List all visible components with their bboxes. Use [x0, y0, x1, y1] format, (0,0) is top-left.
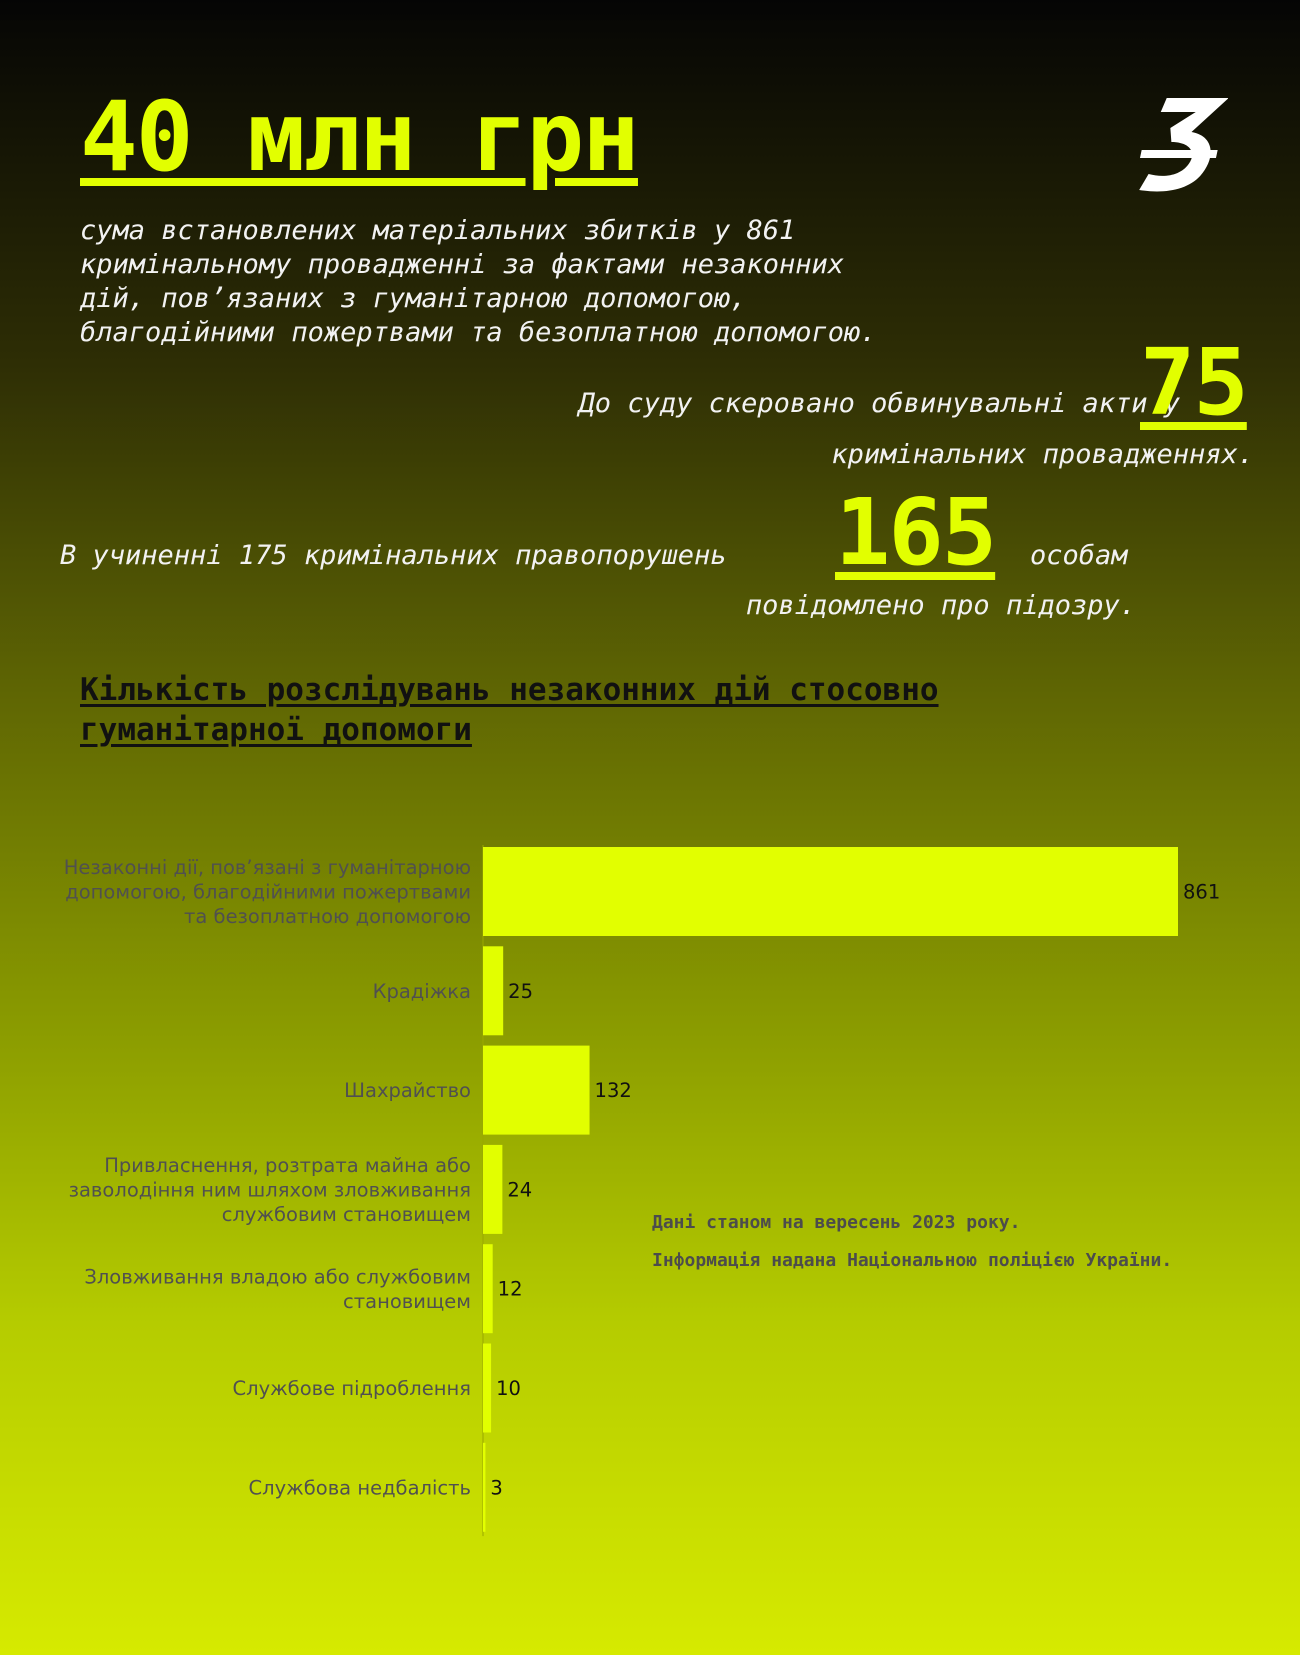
- bar: [483, 847, 1178, 936]
- value-label: 861: [1183, 880, 1221, 904]
- suspects-text-before: В учиненні 175 кримінальних правопорушень: [60, 540, 727, 571]
- category-label: Службова недбалість: [248, 1476, 471, 1500]
- chart-note-date: Дані станом на вересень 2023 року.: [652, 1212, 1021, 1233]
- value-label: 10: [496, 1377, 521, 1400]
- category-label: Зловживання владою або службовим становищем: [84, 1265, 471, 1313]
- suspects-text-after: повідомлено про підозру.: [745, 590, 1136, 621]
- value-label: 3: [490, 1476, 503, 1500]
- suspects-text-mid: особам: [1030, 540, 1128, 571]
- bar: [483, 1443, 485, 1532]
- value-label: 24: [507, 1178, 533, 1202]
- chart-note-source: Інформація надана Національною поліцією України.: [652, 1250, 1173, 1271]
- court-count: 75: [1140, 329, 1247, 436]
- bar: [483, 1244, 493, 1333]
- value-label: 12: [497, 1277, 523, 1301]
- court-text-before: До суду скеровано обвинувальні акти у: [578, 388, 1180, 419]
- description-line: дій, пов’язаних з гуманітарною допомогою,: [80, 283, 747, 314]
- description-line: кримінальному провадженні за фактами незаконних: [80, 249, 845, 280]
- value-label: 132: [594, 1079, 632, 1103]
- headline-amount: 40 млн грн: [80, 81, 638, 193]
- category-label: Крадіжка: [372, 979, 471, 1003]
- bar: [483, 1046, 590, 1135]
- chart-title: Кількість розслідувань незаконних дій стосовно гуманітарної допомоги: [80, 672, 939, 748]
- value-label: 25: [508, 979, 534, 1003]
- description-line: сума встановлених матеріальних збитків у 861: [80, 215, 796, 246]
- court-text-after: кримінальних провадженнях.: [831, 439, 1254, 470]
- description-line: благодійними пожертвами та безоплатною допомогою.: [80, 317, 877, 348]
- category-label: Привласнення, розтрата майна або заволодіння ним шляхом зловживання службовим становищем: [68, 1153, 471, 1226]
- category-label: Шахрайство: [344, 1079, 471, 1103]
- bar: [483, 946, 503, 1035]
- bar: [483, 1344, 491, 1433]
- category-label: Службове підроблення: [232, 1377, 471, 1400]
- suspects-count: 165: [835, 479, 996, 586]
- category-label: Незаконні дії, пов’язані з гуманітарною допомогою, благодійними пожертвами та безоплатною допомогою: [63, 856, 471, 928]
- bar: [483, 1145, 502, 1234]
